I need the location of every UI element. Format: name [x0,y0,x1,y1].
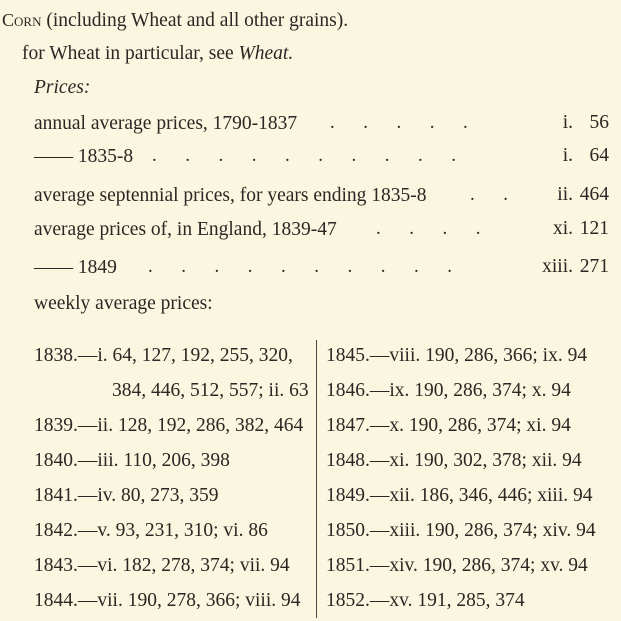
see-also-target: Wheat. [238,43,294,64]
index-line-volume: xi. [552,218,573,239]
leader-dots: . . [470,184,508,205]
left-col-line: 384, 446, 512, 557; ii. 63 [112,380,309,401]
index-line-text: —— 1835-8 [34,146,134,167]
left-col-line: 1839.—ii. 128, 192, 286, 382, 464 [34,415,304,436]
index-line-page: 64 [589,145,609,166]
index-line-text: annual average prices, 1790-1837 [34,113,298,134]
index-line-volume: i. [562,145,573,166]
index-line-text: —— 1849 [34,257,117,278]
index-line-page: 121 [579,218,609,239]
right-col-line: 1849.—xii. 186, 346, 446; xiii. 94 [326,485,593,506]
leader-dots: . . . . . . . . . . [148,256,452,277]
right-col-line: 1852.—xv. 191, 285, 374 [326,590,525,611]
index-line-page: 56 [589,112,609,133]
index-line-text: average septennial prices, for years ending 1835-8 [34,185,427,206]
index-line-page: 464 [579,184,609,205]
subheading: Prices: [34,77,91,98]
index-line-volume: ii. [557,184,573,205]
right-col-line: 1851.—xiv. 190, 286, 374; xv. 94 [326,555,588,576]
heading-rest: (including Wheat and all other grains). [41,10,349,31]
right-col-line: 1846.—ix. 190, 286, 374; x. 94 [326,380,571,401]
weekly-label: weekly average prices: [34,293,213,314]
column-divider [316,340,317,618]
left-col-line: 1841.—iv. 80, 273, 359 [34,485,219,506]
right-col-line: 1850.—xiii. 190, 286, 374; xiv. 94 [326,520,596,541]
index-line-page: 271 [579,256,609,277]
see-also-line [22,42,293,66]
entry-heading [2,8,348,33]
left-col-line: 1838.—i. 64, 127, 192, 255, 320, [34,345,293,366]
left-col-line: 1842.—v. 93, 231, 310; vi. 86 [34,520,268,541]
index-line-volume: i. [562,112,573,133]
leader-dots: . . . . . . . . . . [152,145,456,166]
right-col-line: 1847.—x. 190, 286, 374; xi. 94 [326,415,571,436]
index-line-text: average prices of, in England, 1839-47 [34,219,337,240]
leader-dots: . . . . . [330,112,468,133]
left-col-line: 1843.—vi. 182, 278, 374; vii. 94 [34,555,290,576]
left-col-line: 1844.—vii. 190, 278, 366; viii. 94 [34,590,301,611]
right-col-line: 1845.—viii. 190, 286, 366; ix. 94 [326,345,588,366]
right-col-line: 1848.—xi. 190, 302, 378; xii. 94 [326,450,582,471]
headword: Corn [2,10,42,30]
index-line-volume: xiii. [542,256,573,277]
see-also-prefix: for Wheat in particular, see [22,43,239,64]
leader-dots: . . . . [376,218,481,239]
left-col-line: 1840.—iii. 110, 206, 398 [34,450,230,471]
